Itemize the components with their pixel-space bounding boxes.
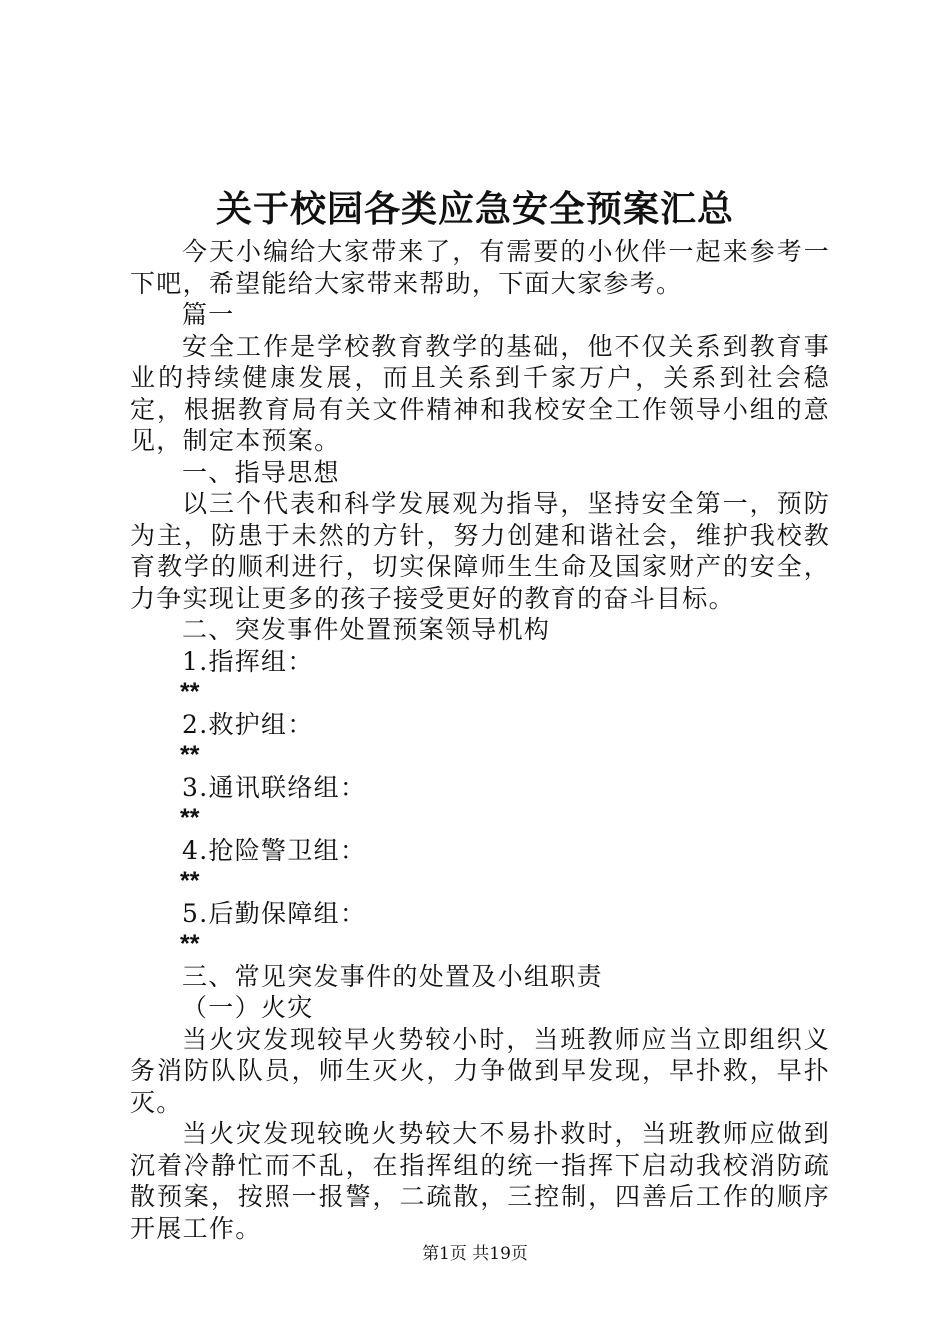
section-label-part-one: 篇一 <box>182 300 235 329</box>
body-paragraph: 以三个代表和科学发展观为指导，坚持安全第一，预防为主，防患于未然的方针，努力创建和谐社会，维护我校教育教学的顺利进行，切实保障师生生命及国家财产的安全，力争实现让更多的孩子接受更好的教育的奋斗目标。 <box>130 489 830 613</box>
body-paragraph: 当火灾发现较晚火势较大不易扑救时，当班教师应做到沉着冷静忙而不乱，在指挥组的统一指挥下启动我校消防疏散预案，按照一报警，二疏散，三控制，四善后工作的顺序开展工作。 <box>130 1119 830 1243</box>
page-footer: 第1页 共19页 <box>422 1244 528 1264</box>
document-body <box>130 236 830 1244</box>
group-members: ** <box>180 678 200 706</box>
body-paragraph: 安全工作是学校教育教学的基础，他不仅关系到教育事业的持续健康发展，而且关系到千家万户，关系到社会稳定，根据教育局有关文件精神和我校安全工作领导小组的意见，制定本预案。 <box>130 331 830 455</box>
group-members: ** <box>180 741 200 769</box>
section-heading-leadership: 二、突发事件处置预案领导机构 <box>182 615 551 644</box>
group-label-security: 4.抢险警卫组： <box>182 835 367 865</box>
group-label-communication: 3.通讯联络组： <box>182 772 367 802</box>
body-paragraph: 当火灾发现较早火势较小时，当班教师应当立即组织义务消防队队员，师生灭火，力争做到早发现，早扑救，早扑灭。 <box>130 1024 830 1117</box>
group-members: ** <box>180 804 200 832</box>
section-heading-guiding-ideology: 一、指导思想 <box>182 457 340 487</box>
group-members: ** <box>180 930 200 958</box>
subsection-heading-fire: （一）火灾 <box>182 993 314 1022</box>
group-label-command: 1.指挥组： <box>182 646 314 676</box>
group-label-rescue: 2.救护组： <box>182 709 314 739</box>
intro-paragraph: 今天小编给大家带来了，有需要的小伙伴一起来参考一下吧，希望能给大家带来帮助，下面大家参考。 <box>130 237 830 298</box>
section-heading-emergencies: 三、常见突发事件的处置及小组职责 <box>182 961 603 991</box>
group-members: ** <box>180 867 200 895</box>
page-title: 关于校园各类应急安全预案汇总 <box>215 188 734 230</box>
group-label-logistics: 5.后勤保障组： <box>182 898 367 928</box>
